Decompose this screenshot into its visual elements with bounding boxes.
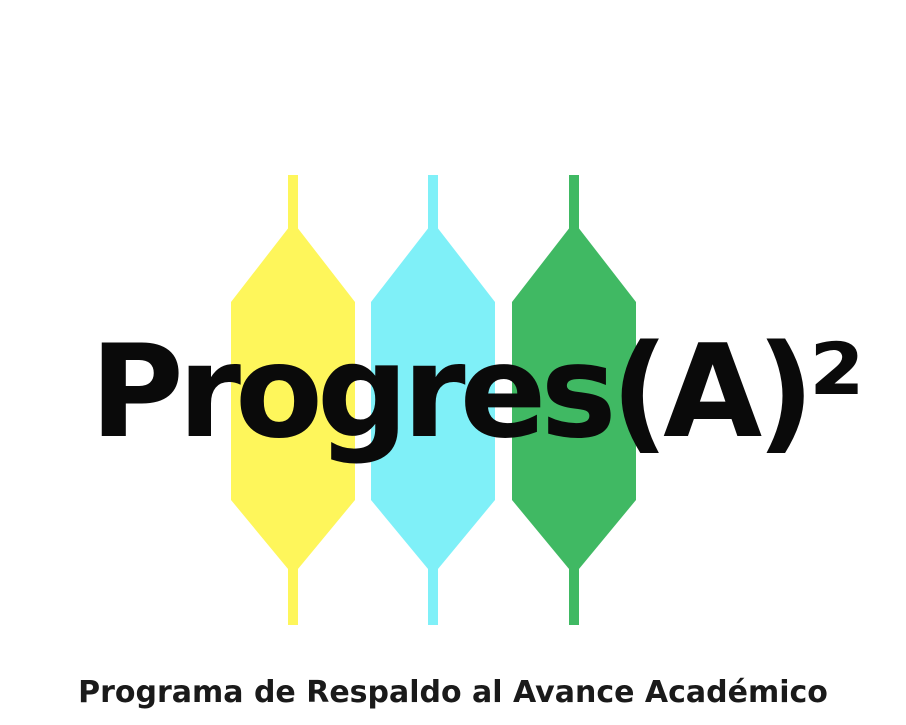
- logo-tagline: Programa de Respaldo al Avance Académico: [78, 675, 828, 710]
- logo-title: Progres(A)²: [90, 318, 859, 467]
